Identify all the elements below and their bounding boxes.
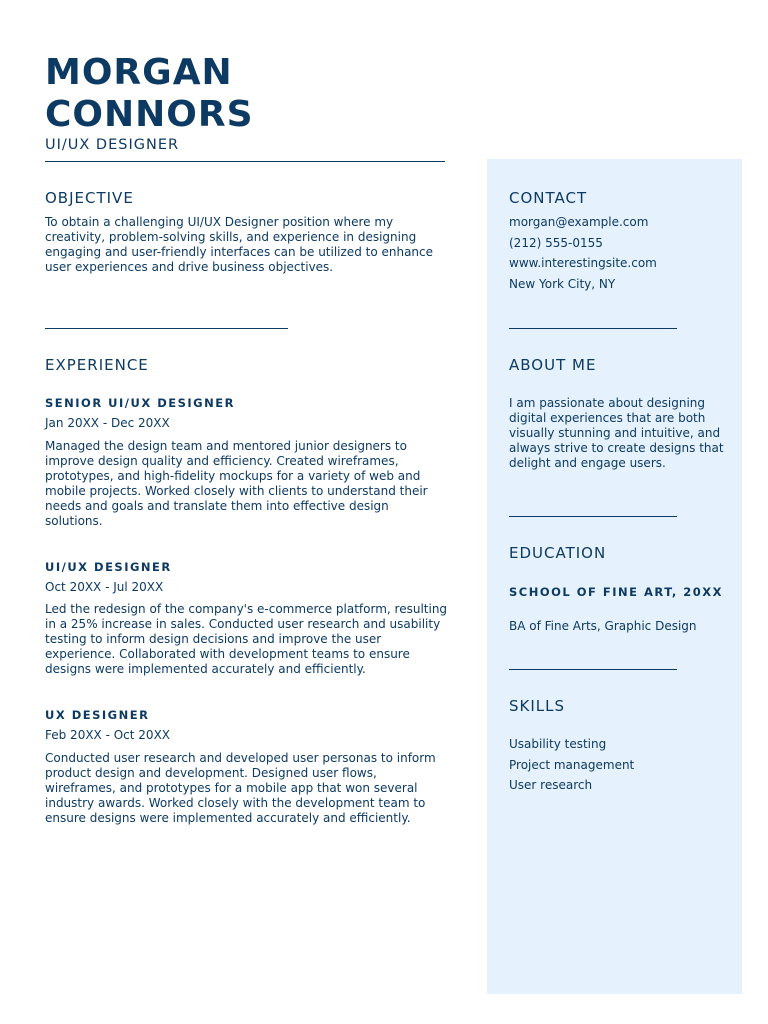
contact-phone: (212) 555-0155 — [509, 235, 603, 250]
skill-item: Project management — [509, 757, 635, 772]
job-title-subheading: UI/UX DESIGNER — [45, 137, 180, 153]
education-degree: BA of Fine Arts, Graphic Design — [509, 619, 697, 633]
contact-divider — [509, 328, 677, 329]
objective-divider — [45, 328, 288, 329]
contact-heading: CONTACT — [509, 189, 588, 207]
job-1-description: Managed the design team and mentored junior designers to improve design quality and efficiency. Created wireframes, prototypes, and high-fidelity mockups for a variety of web and mobile projects. Worked closely with clients to understand their needs and goals and translate them into effective design solutions. — [45, 439, 428, 528]
header-divider — [45, 161, 445, 162]
job-1-title: SENIOR UI/UX DESIGNER — [45, 396, 235, 410]
education-heading: EDUCATION — [509, 544, 607, 562]
about-text: I am passionate about designing digital experiences that are both visually stunning and intuitive, and always strive to create designs that delight and engage users. — [509, 396, 724, 470]
objective-heading: OBJECTIVE — [45, 189, 134, 207]
job-3-description: Conducted user research and developed user personas to inform product design and development. Designed user flows, wireframes, and prototypes for a mobile app that won several industry awards. Worked closely with the development team to ensure designs were implemented accurately and efficiently. — [45, 751, 436, 825]
skill-item: Usability testing — [509, 737, 607, 751]
skills-list — [509, 734, 634, 796]
experience-heading: EXPERIENCE — [45, 356, 149, 374]
contact-location: New York City, NY — [509, 276, 616, 291]
about-divider — [509, 516, 677, 517]
skills-heading: SKILLS — [509, 697, 566, 715]
objective-text: To obtain a challenging UI/UX Designer position where my creativity, problem-solving skills, and experience in designing engaging and user-friendly interfaces can be utilized to enhance user experiences and drive business objectives. — [45, 215, 434, 274]
contact-email: morgan@example.com — [509, 215, 649, 229]
education-divider — [509, 669, 677, 670]
job-3-dates: Feb 20XX - Oct 20XX — [45, 728, 171, 742]
job-1-dates: Jan 20XX - Dec 20XX — [45, 416, 170, 430]
contact-website: www.interestingsite.com — [509, 256, 657, 270]
job-3-title: UX DESIGNER — [45, 708, 150, 722]
job-2-description: Led the redesign of the company's e-commerce platform, resulting in a 25% increase in sales. Conducted user research and usability testing to inform design decisions and improve the user experience. Collaborated with development teams to ensure designs were implemented accurately and efficiently. — [45, 602, 448, 676]
resume-name: MORGAN CONNORS — [45, 52, 254, 135]
contact-list — [509, 212, 657, 294]
job-2-dates: Oct 20XX - Jul 20XX — [45, 580, 164, 594]
sidebar — [487, 159, 742, 994]
job-2-title: UI/UX DESIGNER — [45, 560, 172, 574]
skill-item: User research — [509, 778, 593, 792]
education-school: SCHOOL OF FINE ART, 20XX — [509, 585, 724, 599]
about-heading: ABOUT ME — [509, 356, 597, 374]
